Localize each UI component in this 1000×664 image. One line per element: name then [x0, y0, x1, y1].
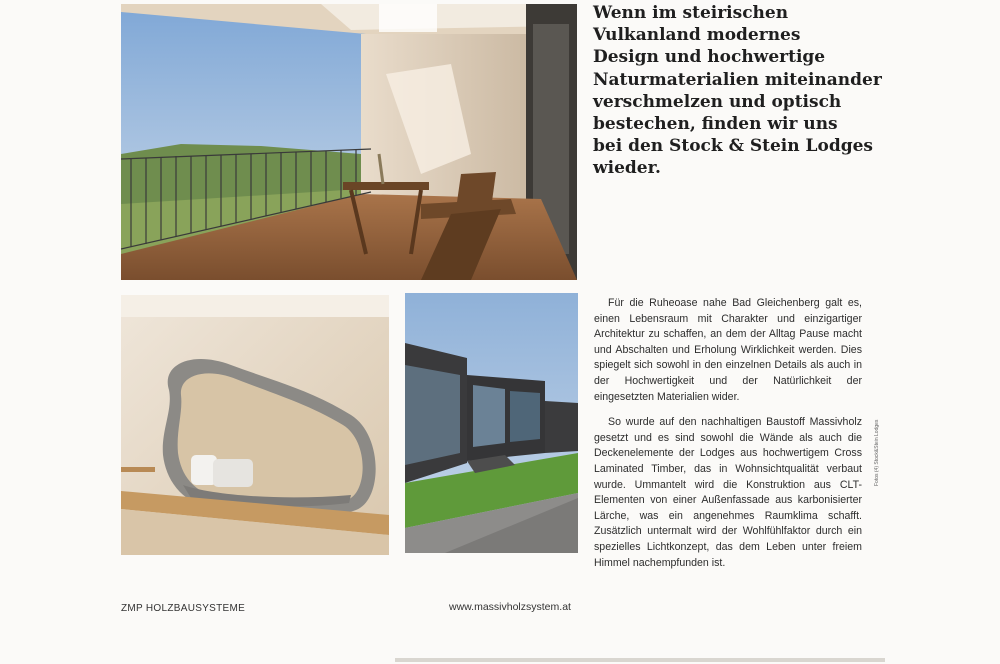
scan-edge-divider: [395, 658, 885, 662]
headline-line: Naturmaterialien miteinander: [593, 69, 882, 90]
headline-line: verschmelzen und optisch: [593, 91, 842, 112]
headline-line: Design und hochwertige: [593, 47, 826, 68]
photo-lodges-exterior: [405, 293, 578, 553]
article-body: [594, 296, 862, 581]
headline: [593, 2, 893, 180]
headline-line: Wenn im steirischen: [593, 3, 789, 23]
photo-credit: Fotos (4) Stock&Stein Lodges: [874, 419, 880, 486]
headline-line: Vulkanland modernes: [593, 25, 801, 46]
headline-line: bestechen, finden wir uns: [593, 114, 838, 135]
photo-balcony-view: [121, 4, 577, 280]
paragraph: So wurde auf den nachhaltigen Baustoff Massivholz gesetzt und es sind sowohl die Wände als auch die Deckenelemente der Lodges aus hochwertigem Cross Laminated Timber, das in Wohnsichtqualität verbaut wurde. Ummantelt wird die Konstruktion aus CLT-Elementen von einer Außenfassade aus karbonisierter Lärche, was ein angenehmes Raumklima schafft. Zusätzlich untermalt wird der Wohlfühlfaktor durch ein spezielles Lichtkonzept, das dem Leben unter freiem Himmel nachempfunden ist.: [594, 416, 862, 569]
paragraph: Für die Ruheoase nahe Bad Gleichenberg galt es, einen Lebensraum mit Charakter und einzigartiger Architektur zu schaffen, an dem der Alltag Pause macht und Abschalten und Erholung Wirklichkeit werden. Dies spiegelt sich sowohl in den einzelnen Details als auch in der Hochwertigkeit und der Natürlichkeit der eingesetzten Materialien wider.: [594, 297, 862, 403]
headline-line: wieder.: [593, 158, 661, 179]
headline-line: bei den Stock & Stein Lodges: [593, 136, 873, 157]
footer-url[interactable]: www.massivholzsystem.at: [449, 601, 571, 613]
footer-company: ZMP HOLZBAUSYSTEME: [121, 603, 246, 614]
photo-reading-nook: [121, 295, 389, 555]
